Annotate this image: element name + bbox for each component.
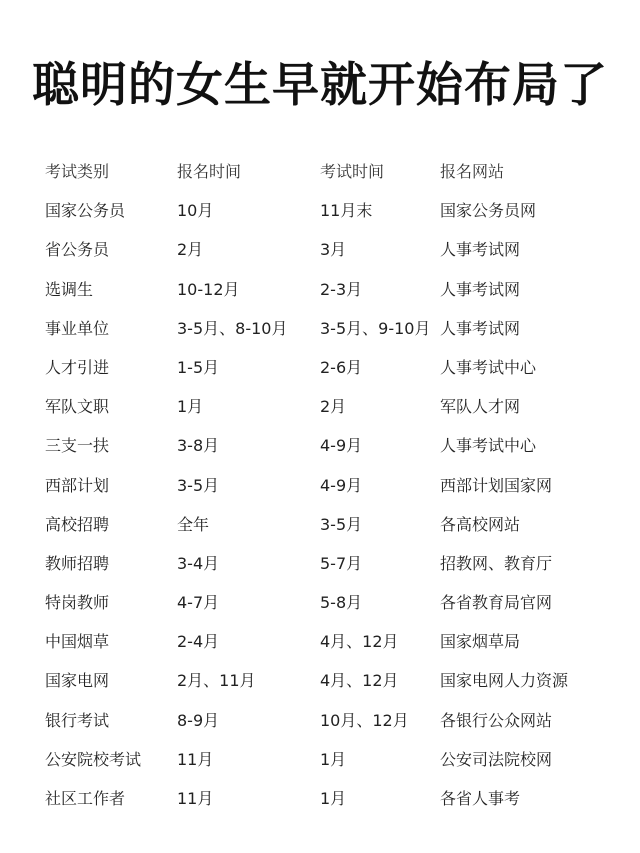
exam-category-cell: 教师招聘 [45, 553, 110, 573]
table-row [0, 701, 640, 740]
exam-category-cell: 选调生 [45, 279, 94, 299]
table-row [0, 309, 640, 348]
exam-category-cell: 三支一扶 [45, 436, 110, 456]
exam-time-cell: 10月、12月 [320, 710, 409, 730]
registration-website-cell: 人事考试中心 [440, 436, 537, 456]
registration-website-cell: 国家电网人力资源 [440, 671, 569, 691]
registration-time-cell: 3-5月、8-10月 [177, 318, 288, 338]
registration-time-cell: 2月 [177, 240, 204, 260]
exam-category-cell: 国家电网 [45, 671, 110, 691]
registration-time-cell: 11月 [177, 789, 214, 808]
registration-website-cell: 各银行公众网站 [440, 710, 553, 730]
exam-time-cell: 11月末 [320, 201, 373, 221]
header-exam-category: 考试类别 [45, 162, 110, 181]
registration-time-cell: 3-5月 [177, 475, 220, 495]
table-row [0, 661, 640, 700]
table-row [0, 387, 640, 426]
registration-website-cell: 国家公务员网 [440, 201, 537, 221]
registration-website-cell: 国家烟草局 [440, 632, 521, 652]
table-row [0, 426, 640, 465]
registration-website-cell: 招教网、教育厅 [440, 553, 553, 573]
exam-category-cell: 事业单位 [45, 318, 110, 338]
table-row [0, 270, 640, 309]
registration-website-cell: 公安司法院校网 [440, 749, 553, 769]
exam-category-cell: 公安院校考试 [45, 749, 142, 769]
exam-category-cell: 人才引进 [45, 357, 110, 377]
exam-time-cell: 3-5月 [320, 514, 363, 534]
registration-time-cell: 1月 [177, 397, 204, 417]
table-row [0, 466, 640, 505]
exam-time-cell: 4月、12月 [320, 671, 399, 691]
exam-time-cell: 3月 [320, 240, 347, 260]
header-exam-time: 考试时间 [320, 162, 385, 181]
table-row [0, 191, 640, 230]
exam-time-cell: 4-9月 [320, 475, 363, 495]
exam-category-cell: 国家公务员 [45, 201, 126, 221]
exam-time-cell: 1月 [320, 789, 347, 808]
registration-website-cell: 各省教育局官网 [440, 593, 553, 613]
registration-website-cell: 各省人事考 [440, 789, 521, 808]
header-registration-time: 报名时间 [177, 162, 242, 181]
exam-time-cell: 4月、12月 [320, 632, 399, 652]
exam-category-cell: 银行考试 [45, 710, 110, 730]
exam-time-cell: 2月 [320, 397, 347, 417]
registration-website-cell: 人事考试网 [440, 279, 521, 299]
registration-website-cell: 各高校网站 [440, 514, 521, 534]
table-row [0, 779, 640, 818]
registration-time-cell: 8-9月 [177, 710, 220, 730]
registration-website-cell: 人事考试网 [440, 318, 521, 338]
registration-time-cell: 10月 [177, 201, 214, 221]
exam-time-cell: 5-8月 [320, 593, 363, 613]
exam-time-cell: 4-9月 [320, 436, 363, 456]
registration-time-cell: 1-5月 [177, 357, 220, 377]
exam-time-cell: 3-5月、9-10月 [320, 318, 431, 338]
page-title: 聪明的女生早就开始布局了 [32, 58, 608, 113]
table-row [0, 583, 640, 622]
registration-website-cell: 人事考试中心 [440, 357, 537, 377]
header-registration-website: 报名网站 [440, 162, 505, 181]
table-row [0, 348, 640, 387]
registration-time-cell: 10-12月 [177, 279, 240, 299]
exam-time-cell: 2-6月 [320, 357, 363, 377]
exam-category-cell: 高校招聘 [45, 514, 110, 534]
table-row [0, 740, 640, 779]
exam-category-cell: 特岗教师 [45, 593, 110, 613]
exam-category-cell: 中国烟草 [45, 632, 110, 652]
exam-category-cell: 社区工作者 [45, 789, 126, 808]
table-row [0, 505, 640, 544]
exam-category-cell: 省公务员 [45, 240, 110, 260]
registration-time-cell: 11月 [177, 749, 214, 769]
registration-website-cell: 人事考试网 [440, 240, 521, 260]
registration-time-cell: 全年 [177, 514, 210, 534]
registration-time-cell: 2-4月 [177, 632, 220, 652]
table-row [0, 622, 640, 661]
exam-category-cell: 西部计划 [45, 475, 110, 495]
table-row [0, 544, 640, 583]
registration-time-cell: 4-7月 [177, 593, 220, 613]
registration-time-cell: 3-8月 [177, 436, 220, 456]
exam-time-cell: 2-3月 [320, 279, 363, 299]
registration-website-cell: 军队人才网 [440, 397, 521, 417]
table-body [0, 191, 640, 818]
exam-category-cell: 军队文职 [45, 397, 110, 417]
registration-time-cell: 2月、11月 [177, 671, 256, 691]
exam-time-cell: 5-7月 [320, 553, 363, 573]
table-header-row [0, 152, 640, 191]
registration-time-cell: 3-4月 [177, 553, 220, 573]
table-row [0, 230, 640, 269]
exam-time-cell: 1月 [320, 749, 347, 769]
exam-schedule-table [0, 152, 640, 818]
registration-website-cell: 西部计划国家网 [440, 475, 553, 495]
